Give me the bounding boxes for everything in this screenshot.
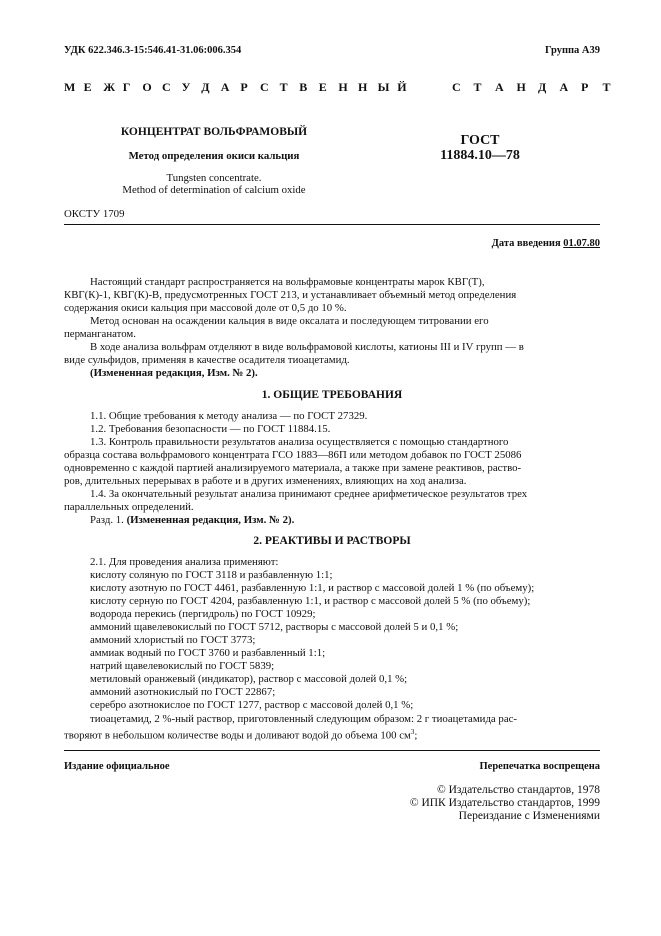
banner-letter: У [181,80,191,94]
banner-letter: Е [83,80,92,94]
effective-date-label: Дата введения [491,238,561,249]
reagent-item: серебро азотнокислое по ГОСТ 1277, раствор с массовой долей 0,1 %; [90,699,414,711]
reagent-item: кислоту серную по ГОСТ 4204, разбавленную 1:1, и раствор с массовой долей 5 % (по объему); [90,595,531,607]
copyright-1999: © ИПК Издательство стандартов, 1999 [409,797,600,809]
banner-letter: Г [122,80,131,94]
reagent-item: кислоту соляную по ГОСТ 3118 и разбавленную 1:1; [90,569,333,581]
thioacetamide-end: ; [414,729,418,742]
okstu-code: ОКСТУ 1709 [64,208,125,220]
divider [64,224,600,225]
effective-date-value: 01.07.80 [563,238,600,249]
section-1-heading: 1. ОБЩИЕ ТРЕБОВАНИЯ [261,389,403,401]
banner-letter: Д [538,80,547,94]
intro-line-4: Метод основан на осаждении кальция в виде оксалата и последующем титровании его [90,315,489,327]
banner-letter: Й [397,80,407,94]
banner-letter: Ж [103,80,116,94]
english-title-2: Method of determination of calcium oxide [122,184,306,196]
intro-change-note: (Измененная редакция, Изм. № 2). [90,367,258,379]
standard-title: КОНЦЕНТРАТ ВОЛЬФРАМОВЫЙ [120,126,308,138]
thioacetamide-text: творяют в небольшом количестве воды и доливают водой до объема 100 см [64,729,411,742]
intro-line-7: виде сульфидов, применяя в качестве осадителя тиоацетамид. [64,354,350,366]
intro-line-2: КВГ(К)-1, КВГ(К)-В, предусмотренных ГОСТ 213, и устанавливает объемный метод определения [64,289,517,301]
item-2-1: 2.1. Для проведения анализа применяют: [90,556,279,568]
reagent-item: метиловый оранжевый (индикатор), раствор с массовой долей 0,1 %; [90,673,408,685]
standard-subtitle: Метод определения окиси кальция [128,150,300,162]
banner-letter: М [64,80,76,94]
item-1-3-line-1: 1.3. Контроль правильности результатов анализа осуществляется с помощью стандартного [90,436,509,448]
intro-line-1: Настоящий стандарт распространяется на вольфрамовые концентраты марок КВГ(Т), [90,276,485,288]
section-1-change-note [64,514,294,527]
banner-letter: А [559,80,569,94]
thioacetamide-line-2 [64,726,417,742]
footer-divider [64,750,600,751]
banner-letter: О [142,80,152,94]
item-1-4-line-1: 1.4. За окончательный результат анализа принимают среднее арифметическое результатов трех [90,488,528,500]
intro-line-3: содержания окиси кальция при массовой доле от 0,5 до 10 %. [64,302,347,314]
section-1-note-text: (Измененная редакция, Изм. № 2). [126,514,295,526]
reagent-item: аммоний азотнокислый по ГОСТ 22867; [90,686,276,698]
reagent-item: аммоний щавелевокислый по ГОСТ 5712, растворы с массовой долей 5 и 0,1 %; [90,621,459,633]
item-1-3-line-2: образца состава вольфрамового концентрата ГСО 1883—86П или методом добавок по ГОСТ 25086 [64,449,522,461]
superscript: 3 [410,728,415,736]
banner-letter: Ы [377,80,390,94]
reagent-item: натрий щавелевокислый по ГОСТ 5839; [90,660,275,672]
section-1-note-prefix: Разд. 1. [90,514,124,526]
gost-label: ГОСТ [460,133,500,148]
effective-date [492,238,600,249]
banner-letter: Т [602,80,611,94]
item-1-1: 1.1. Общие требования к методу анализа — по ГОСТ 27329. [90,410,368,422]
group-code: Группа А39 [544,45,600,56]
udc-code: УДК 622.346.3-15:546.41-31.06:006.354 [64,45,242,56]
copyright-1978: © Издательство стандартов, 1978 [436,784,600,796]
banner-letter: А [495,80,504,94]
reissue-note: Переиздание с Изменениями [458,810,600,822]
banner-letter: Н [338,80,348,94]
intro-line-6: В ходе анализа вольфрам отделяют в виде вольфрамовой кислоты, катионы III и IV групп — в [90,341,524,353]
banner-letter: Р [240,80,248,94]
item-1-4-line-2: параллельных определений. [64,501,194,513]
banner-letter: Р [581,80,589,94]
section-2-heading: 2. РЕАКТИВЫ И РАСТВОРЫ [253,535,411,547]
banner-letter: Н [516,80,526,94]
banner-letter: Е [318,80,327,94]
banner-letter: С [260,80,269,94]
official-edition: Издание официальное [64,761,170,772]
banner-letter: С [162,80,171,94]
gost-number: 11884.10—78 [440,148,520,163]
banner-letter: Д [201,80,210,94]
reagent-item: аммоний хлористый по ГОСТ 3773; [90,634,256,646]
interstate-standard-banner [64,80,611,96]
reagent-item: кислоту азотную по ГОСТ 4461, разбавленную 1:1, и раствор с массовой долей 1 % (по объему); [90,582,535,594]
thioacetamide-line-1: тиоацетамид, 2 %-ный раствор, приготовленный следующим образом: 2 г тиоацетамида рас- [90,713,518,725]
reprint-prohibited: Перепечатка воспрещена [479,761,600,772]
reagent-item: аммиак водный по ГОСТ 3760 и разбавленный 1:1; [90,647,326,659]
banner-letter: В [299,80,308,94]
english-title-1: Tungsten concentrate. [166,172,262,184]
reagent-item: водорода перекись (пергидроль) по ГОСТ 10929; [90,608,316,620]
banner-letter: С [452,80,461,94]
intro-line-5: перманганатом. [64,328,136,340]
item-1-3-line-4: ров, длительных перерывах в работе и в других изменениях, влияющих на ход анализа. [64,475,467,487]
banner-letter: Т [473,80,482,94]
banner-letter: А [220,80,230,94]
item-1-2: 1.2. Требования безопасности — по ГОСТ 11884.15. [90,423,331,435]
item-1-3-line-3: одновременно с каждой партией анализируемого материала, а также при замене реактивов, раство- [64,462,522,474]
banner-letter: Н [358,80,368,94]
banner-letter: Т [279,80,288,94]
